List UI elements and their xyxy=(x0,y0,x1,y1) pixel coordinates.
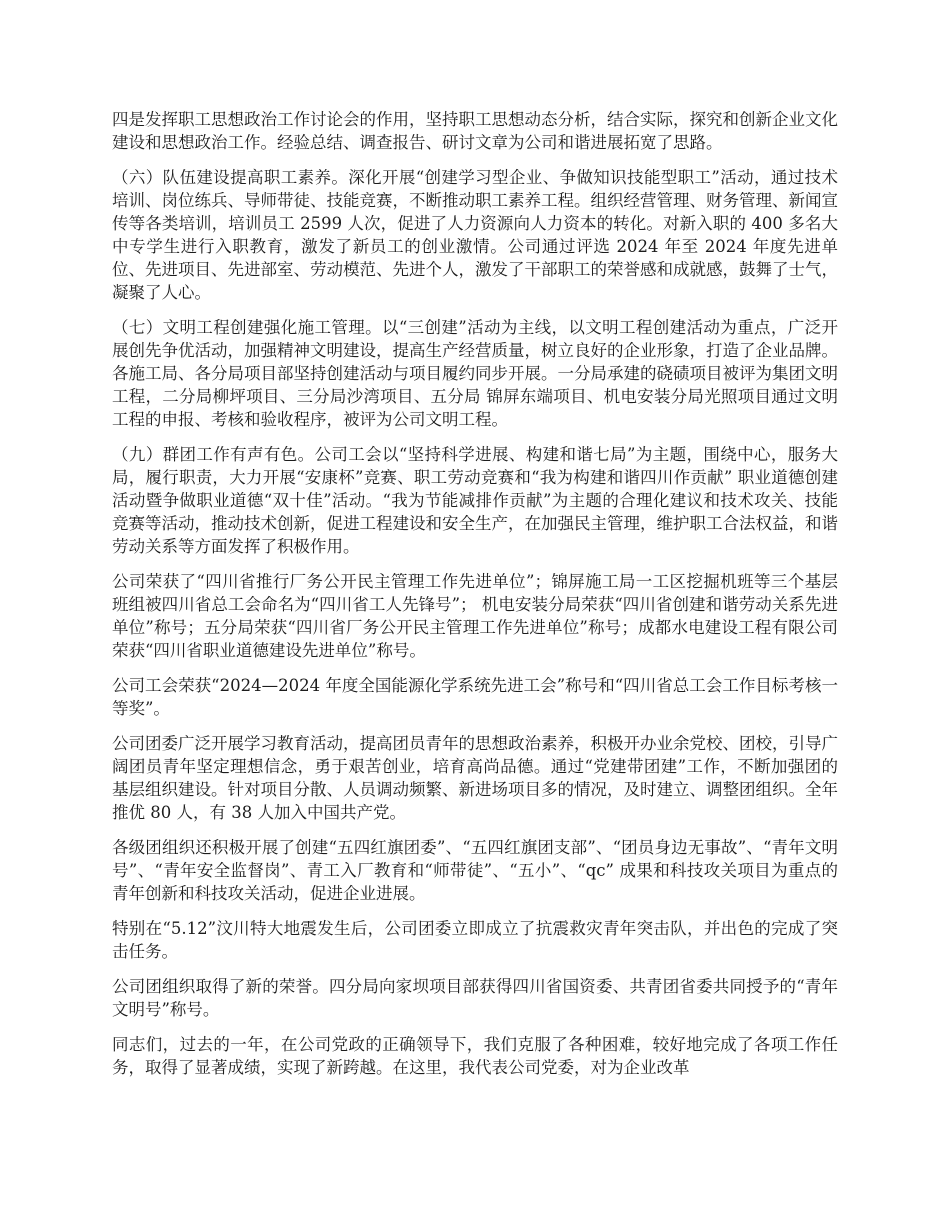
paragraph-6: 公司工会荣获“2024—2024 年度全国能源化学系统先进工会”称号和“四川省总工会工作目标考核一等奖”。 xyxy=(112,676,838,718)
document-page xyxy=(112,108,838,1091)
paragraph-11: 同志们，过去的一年，在公司党政的正确领导下，我们克服了各种困难，较好地完成了各项工作任务，取得了显著成绩，实现了新跨越。在这里，我代表公司党委，对为企业改革 xyxy=(112,1035,838,1077)
paragraph-4: （九）群团工作有声有色。公司工会以“坚持科学进展、构建和谐七局”为主题，围绕中心，服务大局，履行职责，大力开展“安康杯”竞赛、职工劳动竞赛和“我为构建和谐四川作贡献” 职业道德创建活动暨争做职业道德“双十佳”活动。“我为节能减排作贡献”为主题的合理化建议和技术攻关、技能竞赛等活动，推动技术创新，促进工程建设和安全生产，在加强民主管理，维护职工合法权益，和谐劳动关系等方面发挥了积极作用。 xyxy=(112,445,838,556)
paragraph-2: （六）队伍建设提高职工素养。深化开展“创建学习型企业、争做知识技能型职工”活动，通过技术培训、岗位练兵、导师带徒、技能竞赛，不断推动职工素养工程。组织经营管理、财务管理、新闻宣传等各类培训，培训员工 2599 人次，促进了人力资源向人力资本的转化。对新入职的 400 多名大中专学生进行入职教育，激发了新员工的创业激情。公司通过评选 2024 年至 2024 年度先进单位、先进项目、先进部室、劳动模范、先进个人，激发了干部职工的荣誉感和成就感，鼓舞了士气，凝聚了人心。 xyxy=(112,168,838,302)
paragraph-1: 四是发挥职工思想政治工作讨论会的作用，坚持职工思想动态分析，结合实际，探究和创新企业文化建设和思想政治工作。经验总结、调查报告、研讨文章为公司和谐进展拓宽了思路。 xyxy=(112,110,838,152)
paragraph-8: 各级团组织还积极开展了创建“五四红旗团委”、“五四红旗团支部”、“团员身边无事故”、“青年文明号”、“青年安全监督岗”、青工入厂教育和“师带徒”、“五小”、“qc” 成果和科技攻关项目为重点的青年创新和科技攻关活动，促进企业进展。 xyxy=(112,838,838,903)
paragraph-5: 公司荣获了“四川省推行厂务公开民主管理工作先进单位”；锦屏施工局一工区挖掘机班等三个基层班组被四川省总工会命名为“四川省工人先锋号”； 机电安装分局荣获“四川省创建和谐劳动关系先进单位”称号；五分局荣获“四川省厂务公开民主管理工作先进单位”称号；成都水电建设工程有限公司荣获“四川省职业道德建设先进单位”称号。 xyxy=(112,572,838,660)
paragraph-3: （七）文明工程创建强化施工管理。以“三创建”活动为主线，以文明工程创建活动为重点，广泛开展创先争优活动，加强精神文明建设，提高生产经营质量，树立良好的企业形象，打造了企业品牌。各施工局、各分局项目部坚持创建活动与项目履约同步开展。一分局承建的硗碛项目被评为集团文明工程，二分局柳坪项目、三分局沙湾项目、五分局 锦屏东端项目、机电安装分局光照项目通过文明工程的申报、考核和验收程序，被评为公司文明工程。 xyxy=(112,318,838,429)
paragraph-7: 公司团委广泛开展学习教育活动，提高团员青年的思想政治素养，积极开办业余党校、团校，引导广阔团员青年坚定理想信念，勇于艰苦创业，培育高尚品德。通过“党建带团建”工作，不断加强团的基层组织建设。针对项目分散、人员调动频繁、新进场项目多的情况，及时建立、调整团组织。全年推优 80 人，有 38 人加入中国共产党。 xyxy=(112,734,838,822)
paragraph-10: 公司团组织取得了新的荣誉。四分局向家坝项目部获得四川省国资委、共青团省委共同授予的“青年文明号”称号。 xyxy=(112,977,838,1019)
paragraph-9: 特别在“5.12”汶川特大地震发生后，公司团委立即成立了抗震救灾青年突击队，并出色的完成了突击任务。 xyxy=(112,919,838,961)
